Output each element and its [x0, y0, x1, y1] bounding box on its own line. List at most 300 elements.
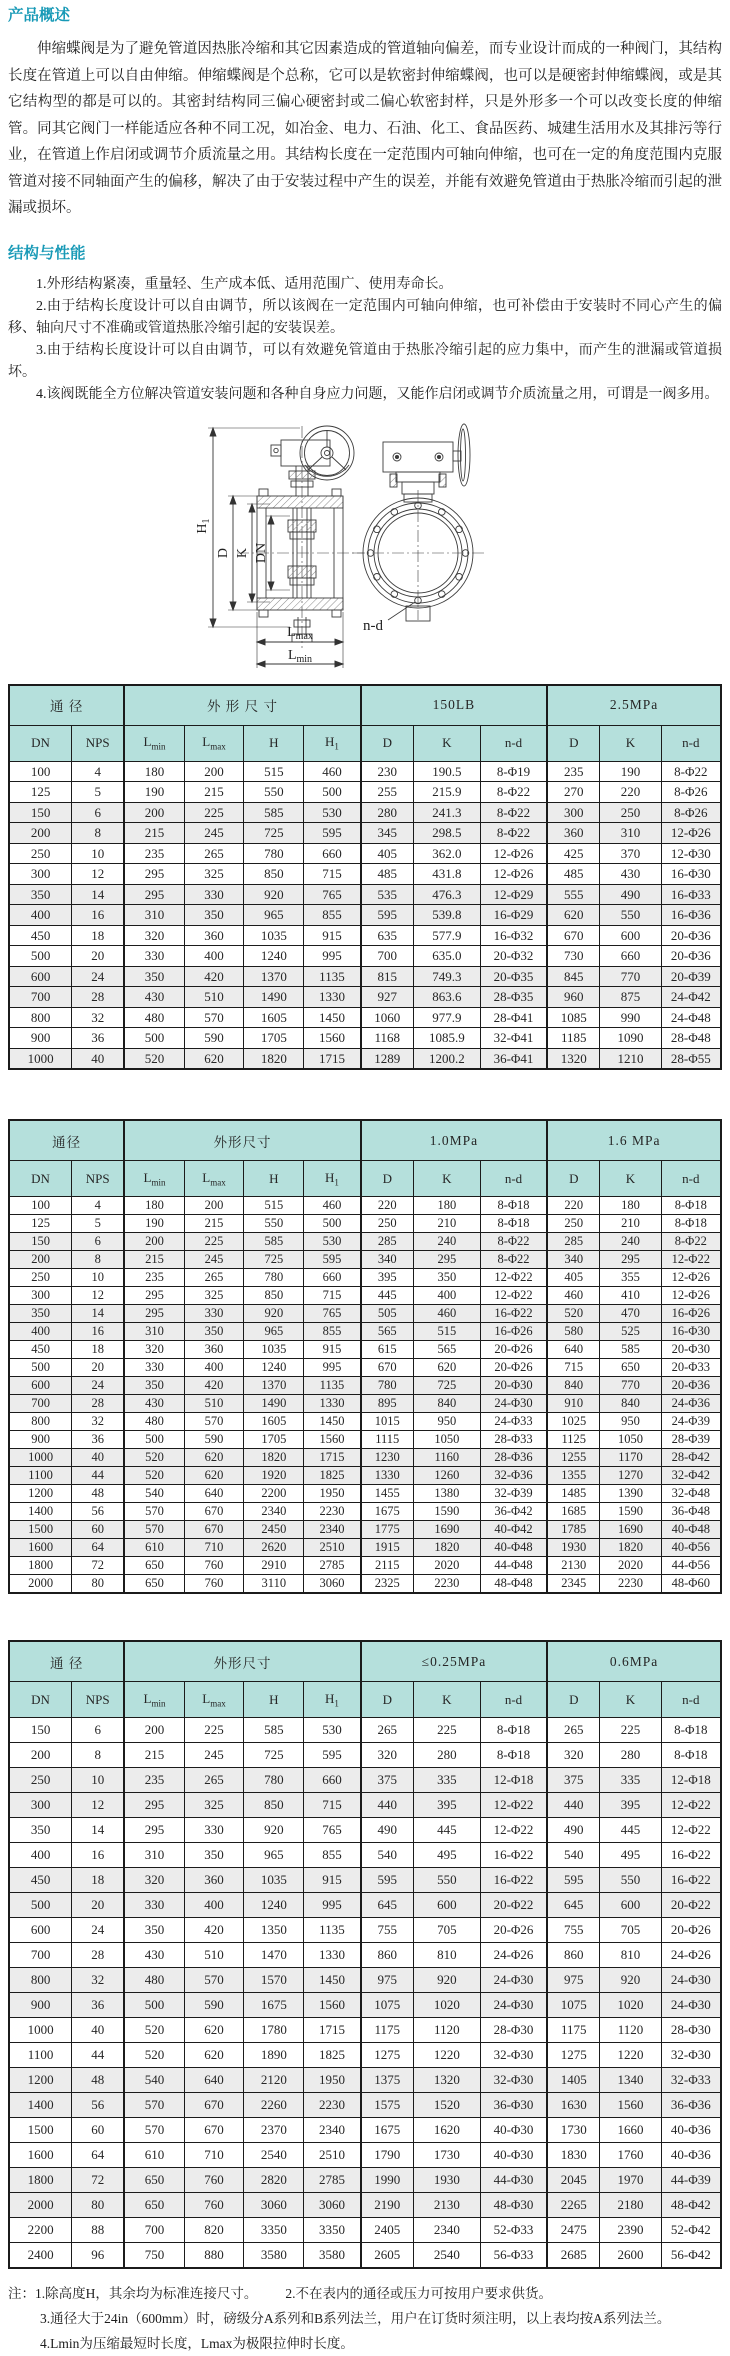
- table-cell: 1000: [9, 2018, 72, 2043]
- table-cell: 1115: [361, 1431, 414, 1449]
- table-cell: 24-Φ30: [661, 1993, 721, 2018]
- table-row: [9, 2168, 721, 2193]
- table-cell: 1289: [361, 1048, 414, 1069]
- table-cell: 24-Φ42: [661, 987, 721, 1008]
- table-cell: 450: [9, 1868, 72, 1893]
- table-cell: 400: [184, 1893, 244, 1918]
- table-cell: 410: [600, 1287, 661, 1305]
- table-cell: 24-Φ30: [480, 1968, 547, 1993]
- table-cell: 40-Φ36: [661, 2143, 721, 2168]
- table-cell: 840: [413, 1395, 480, 1413]
- column-header: $L_{max}$: [184, 725, 244, 761]
- table-cell: 1490: [244, 1395, 304, 1413]
- table-cell: 1675: [361, 1503, 414, 1521]
- front-view: [352, 424, 484, 621]
- table-cell: 515: [413, 1323, 480, 1341]
- column-header: K: [600, 1682, 661, 1718]
- table-cell: 190: [124, 1215, 184, 1233]
- table-cell: 20-Φ26: [480, 1341, 547, 1359]
- table-cell: 1950: [304, 2068, 361, 2093]
- table-row: [9, 1503, 721, 1521]
- table-cell: 350: [124, 1918, 184, 1943]
- table-cell: 320: [124, 925, 184, 946]
- table-cell: 20: [72, 1359, 125, 1377]
- table-cell: 8-Φ18: [661, 1197, 721, 1215]
- table-cell: 20-Φ30: [480, 1377, 547, 1395]
- table-cell: 610: [124, 1539, 184, 1557]
- table-cell: 8-Φ19: [480, 761, 547, 782]
- table-cell: 1990: [361, 2168, 414, 2193]
- table-cell: 800: [9, 1413, 72, 1431]
- table-cell: 8: [72, 1251, 125, 1269]
- table-cell: 500: [9, 1359, 72, 1377]
- table-cell: 540: [361, 1843, 414, 1868]
- table-cell: 520: [124, 2043, 184, 2068]
- table-cell: 850: [244, 1793, 304, 1818]
- table-cell: 1135: [304, 1377, 361, 1395]
- table-row: [9, 1197, 721, 1215]
- table-cell: 540: [547, 1843, 600, 1868]
- table-cell: 1590: [413, 1503, 480, 1521]
- table-row: [9, 1341, 721, 1359]
- table-cell: 241.3: [413, 802, 480, 823]
- table-row: [9, 1793, 721, 1818]
- table-cell: 36: [72, 1028, 125, 1049]
- table-cell: 1320: [547, 1048, 600, 1069]
- overview-paragraph: 伸缩蝶阀是为了避免管道因热胀冷缩和其它因素造成的管道轴向偏差，而专业设计而成的一种阀门，其结构长度在管道上可以自由伸缩。伸缩蝶阀是个总称，它可以是软密封伸缩蝶阀，也可以是硬密封伸缩蝶阀，或是其它结构型的都是可以的。其密封结构同三偏心硬密封或二偏心软密封样，只是外形多一个可以改变长度的伸缩管。同其它阀门一样能适应各种不同工况，如冶金、电力、石油、化工、食品医药、城建生活用水及其排污等行业，在管道上作启闭或调节介质流量之用。其结构长度在一定范围内可轴向伸缩，也可在一定的角度范围内克服管道对接不同轴面产生的偏移，解决了由于安装过程中产生的误差，并能有效避免管道由于热胀冷缩而引起的泄漏或损坏。: [8, 41, 722, 216]
- table-cell: 1085: [547, 1007, 600, 1028]
- table-cell: 645: [361, 1893, 414, 1918]
- column-header: $H_1$: [304, 1682, 361, 1718]
- table-cell: 595: [304, 1251, 361, 1269]
- table-cell: 1775: [361, 1521, 414, 1539]
- table-cell: 500: [9, 1893, 72, 1918]
- table-row: [9, 2068, 721, 2093]
- column-header: n-d: [480, 1161, 547, 1197]
- table-cell: 395: [413, 1793, 480, 1818]
- table-cell: 40: [72, 2018, 125, 2043]
- table-cell: 1570: [244, 1968, 304, 1993]
- table-cell: 285: [547, 1233, 600, 1251]
- table-cell: 36-Φ42: [480, 1503, 547, 1521]
- table-cell: 1560: [304, 1431, 361, 1449]
- table-cell: 24-Φ26: [480, 1943, 547, 1968]
- column-header: NPS: [72, 1682, 125, 1718]
- table-cell: 895: [361, 1395, 414, 1413]
- table-cell: 850: [244, 864, 304, 885]
- table-cell: 3110: [244, 1575, 304, 1594]
- table-cell: 1820: [244, 1048, 304, 1069]
- table-cell: 56-Φ42: [661, 2243, 721, 2269]
- table-cell: 530: [304, 1233, 361, 1251]
- table-cell: 515: [244, 1197, 304, 1215]
- table-cell: 350: [9, 1818, 72, 1843]
- table-cell: 550: [600, 905, 661, 926]
- table-cell: 24-Φ33: [480, 1413, 547, 1431]
- table-cell: 48-Φ48: [480, 1575, 547, 1594]
- table-row: [9, 782, 721, 803]
- table-cell: 2340: [244, 1503, 304, 1521]
- table-cell: 2540: [244, 2143, 304, 2168]
- table-cell: 180: [600, 1197, 661, 1215]
- table-cell: 2340: [413, 2218, 480, 2243]
- table-cell: 800: [9, 1968, 72, 1993]
- table-cell: 12-Φ22: [661, 1793, 721, 1818]
- column-header: H: [244, 1161, 304, 1197]
- table-cell: 56: [72, 1503, 125, 1521]
- table-cell: 12: [72, 1793, 125, 1818]
- table-cell: 72: [72, 1557, 125, 1575]
- table-cell: 300: [9, 864, 72, 885]
- table-cell: 1270: [600, 1467, 661, 1485]
- table-cell: 12-Φ22: [480, 1269, 547, 1287]
- column-header: K: [600, 725, 661, 761]
- table-cell: 590: [184, 1431, 244, 1449]
- table-cell: 1920: [244, 1467, 304, 1485]
- table-cell: 670: [547, 925, 600, 946]
- table-cell: 1575: [361, 2093, 414, 2118]
- table-cell: 615: [361, 1341, 414, 1359]
- table-cell: 570: [124, 1521, 184, 1539]
- feature-item: 2.由于结构长度设计可以自由调节，所以该阀在一定范围内可轴向伸缩，也可补偿由于安装时不同心产生的偏移、轴向尺寸不准确或管道热胀冷缩引起的安装误差。: [8, 298, 722, 336]
- table-cell: 2510: [304, 2143, 361, 2168]
- table-cell: 1600: [9, 1539, 72, 1557]
- table-cell: 725: [413, 1377, 480, 1395]
- table-cell: 64: [72, 2143, 125, 2168]
- table-cell: 460: [304, 761, 361, 782]
- table-cell: 460: [547, 1287, 600, 1305]
- table-row: [9, 1449, 721, 1467]
- table-cell: 480: [124, 1968, 184, 1993]
- table-cell: 1060: [361, 1007, 414, 1028]
- table-cell: 500: [304, 1215, 361, 1233]
- table-cell: 920: [244, 1305, 304, 1323]
- table-cell: 2785: [304, 1557, 361, 1575]
- table-cell: 3350: [244, 2218, 304, 2243]
- column-group-header: 1.6 MPa: [547, 1120, 721, 1161]
- table-cell: 20-Φ26: [480, 1359, 547, 1377]
- table-cell: 2405: [361, 2218, 414, 2243]
- table-cell: 855: [304, 905, 361, 926]
- table-cell: 520: [124, 1449, 184, 1467]
- table-cell: 1380: [413, 1485, 480, 1503]
- table-cell: 32: [72, 1968, 125, 1993]
- table-cell: 12-Φ29: [480, 884, 547, 905]
- table-cell: 977.9: [413, 1007, 480, 1028]
- table-cell: 1200.2: [413, 1048, 480, 1069]
- table-cell: 24: [72, 1918, 125, 1943]
- column-group-header: 通径: [9, 1120, 124, 1161]
- table-cell: 2020: [413, 1557, 480, 1575]
- table-cell: 36-Φ48: [661, 1503, 721, 1521]
- note-item: 3.通径大于24in（600mm）时，磅级分A系列和B系列法兰，用户在订货时须注明，以上表均按A系列法兰。: [40, 2311, 671, 2326]
- column-header: K: [600, 1161, 661, 1197]
- table-cell: 1450: [304, 1007, 361, 1028]
- dimensions-table-150lb-2.5mpa: [8, 684, 722, 1071]
- table-cell: 430: [600, 864, 661, 885]
- table-cell: 8-Φ22: [480, 823, 547, 844]
- table-cell: 430: [124, 1395, 184, 1413]
- table-cell: 280: [600, 1743, 661, 1768]
- table-cell: 298.5: [413, 823, 480, 844]
- table-cell: 345: [361, 823, 414, 844]
- table-row: [9, 987, 721, 1008]
- table-cell: 2230: [413, 1575, 480, 1594]
- table-cell: 8-Φ22: [480, 782, 547, 803]
- table-cell: 650: [124, 2168, 184, 2193]
- table-cell: 40-Φ30: [480, 2118, 547, 2143]
- table-cell: 2540: [413, 2243, 480, 2269]
- table-cell: 400: [9, 905, 72, 926]
- table-cell: 749.3: [413, 966, 480, 987]
- table-cell: 285: [361, 1233, 414, 1251]
- table-cell: 240: [413, 1233, 480, 1251]
- table-row: [9, 1843, 721, 1868]
- table-cell: 525: [600, 1323, 661, 1341]
- table-row: [9, 1993, 721, 2018]
- note-line: [8, 2331, 722, 2356]
- table-row: [9, 802, 721, 823]
- table-cell: 400: [184, 1359, 244, 1377]
- table-row: [9, 1521, 721, 1539]
- table-cell: 20-Φ26: [661, 1918, 721, 1943]
- table-cell: 330: [124, 1893, 184, 1918]
- table-cell: 28-Φ48: [661, 1028, 721, 1049]
- table-cell: 520: [124, 1467, 184, 1485]
- column-group-header: 通 径: [9, 1641, 124, 1682]
- table-row: [9, 1323, 721, 1341]
- table-row: [9, 884, 721, 905]
- table-cell: 335: [413, 1768, 480, 1793]
- table-cell: 1675: [244, 1993, 304, 2018]
- column-header: DN: [9, 1161, 72, 1197]
- table-cell: 715: [304, 1287, 361, 1305]
- table-cell: 755: [547, 1918, 600, 1943]
- table-cell: 350: [184, 905, 244, 926]
- table-cell: 355: [600, 1269, 661, 1287]
- table-cell: 375: [361, 1768, 414, 1793]
- table-cell: 125: [9, 782, 72, 803]
- table-cell: 500: [124, 1431, 184, 1449]
- table-cell: 16-Φ26: [661, 1305, 721, 1323]
- table-cell: 295: [413, 1251, 480, 1269]
- table-cell: 265: [184, 1768, 244, 1793]
- valve-technical-drawing: [8, 420, 722, 682]
- table-cell: 1590: [600, 1503, 661, 1521]
- table-cell: 28: [72, 1395, 125, 1413]
- table-cell: 350: [124, 1377, 184, 1395]
- table-cell: 1560: [304, 1993, 361, 2018]
- table-cell: 440: [361, 1793, 414, 1818]
- table-cell: 265: [361, 1718, 414, 1743]
- table-row: [9, 2118, 721, 2143]
- table-cell: 28-Φ36: [480, 1449, 547, 1467]
- table-cell: 295: [124, 1818, 184, 1843]
- table-row: [9, 823, 721, 844]
- table-cell: 1685: [547, 1503, 600, 1521]
- column-header: D: [547, 1161, 600, 1197]
- table-cell: 1605: [244, 1007, 304, 1028]
- table-cell: 480: [124, 1413, 184, 1431]
- table-cell: 250: [547, 1215, 600, 1233]
- table-cell: 12-Φ26: [661, 823, 721, 844]
- table-cell: 425: [547, 843, 600, 864]
- table-cell: 550: [244, 1215, 304, 1233]
- table-cell: 235: [124, 1768, 184, 1793]
- table-cell: 500: [124, 1028, 184, 1049]
- table-cell: 100: [9, 1197, 72, 1215]
- table-cell: 780: [361, 1377, 414, 1395]
- column-header: $L_{min}$: [124, 1682, 184, 1718]
- table-cell: 577.9: [413, 925, 480, 946]
- notes: [8, 2281, 722, 2356]
- table-cell: 725: [244, 1743, 304, 1768]
- table-cell: 470: [600, 1305, 661, 1323]
- table-cell: 3060: [304, 1575, 361, 1594]
- column-group-header: 通 径: [9, 685, 124, 726]
- table-cell: 16-Φ26: [480, 1323, 547, 1341]
- table-cell: 610: [124, 2143, 184, 2168]
- table-cell: 670: [184, 1521, 244, 1539]
- table-cell: 56: [72, 2093, 125, 2118]
- table-cell: 875: [600, 987, 661, 1008]
- table-row: [9, 1233, 721, 1251]
- table-cell: 920: [244, 884, 304, 905]
- table-cell: 660: [304, 843, 361, 864]
- feature-item: 4.该阀既能全方位解决管道安装问题和各种自身应力问题，又能作启闭或调节介质流量之用，可谓是一阀多用。: [36, 386, 719, 402]
- table-cell: 1620: [413, 2118, 480, 2143]
- table-cell: 1675: [361, 2118, 414, 2143]
- table-cell: 800: [9, 1007, 72, 1028]
- table-cell: 250: [600, 802, 661, 823]
- table-cell: 2600: [600, 2243, 661, 2269]
- table-cell: 1820: [244, 1449, 304, 1467]
- table-cell: 920: [413, 1968, 480, 1993]
- table-cell: 1660: [600, 2118, 661, 2143]
- table-cell: 765: [304, 1818, 361, 1843]
- table-cell: 265: [184, 1269, 244, 1287]
- table-cell: 295: [600, 1251, 661, 1269]
- table-cell: 595: [361, 905, 414, 926]
- table-cell: 725: [244, 823, 304, 844]
- table-cell: 400: [9, 1843, 72, 1868]
- table-cell: 1630: [547, 2093, 600, 2118]
- table-cell: 710: [184, 2143, 244, 2168]
- table-cell: 460: [304, 1197, 361, 1215]
- table-cell: 2340: [304, 1521, 361, 1539]
- table-cell: 2510: [304, 1539, 361, 1557]
- table-cell: 670: [361, 1359, 414, 1377]
- table-cell: 24-Φ30: [480, 1993, 547, 2018]
- table-cell: 515: [244, 761, 304, 782]
- table-cell: 16-Φ22: [480, 1868, 547, 1893]
- table-cell: 780: [244, 843, 304, 864]
- table-cell: 330: [184, 1305, 244, 1323]
- table-cell: 420: [184, 966, 244, 987]
- table-cell: 2260: [244, 2093, 304, 2118]
- valve-drawing-svg: [8, 420, 722, 682]
- table-cell: 8-Φ22: [661, 1233, 721, 1251]
- table-cell: 96: [72, 2243, 125, 2269]
- table-cell: 485: [361, 864, 414, 885]
- table-cell: 225: [600, 1718, 661, 1743]
- table-cell: 650: [124, 2193, 184, 2218]
- table-row: [9, 843, 721, 864]
- table-cell: 230: [361, 761, 414, 782]
- table-cell: 40-Φ42: [480, 1521, 547, 1539]
- table-cell: 32-Φ48: [661, 1485, 721, 1503]
- table-cell: 700: [9, 1395, 72, 1413]
- table-row: [9, 1305, 721, 1323]
- table-cell: 430: [124, 1943, 184, 1968]
- table-cell: 48: [72, 2068, 125, 2093]
- table-cell: 32-Φ30: [480, 2043, 547, 2068]
- table-cell: 360: [184, 1341, 244, 1359]
- table-cell: 215: [124, 1743, 184, 1768]
- table-cell: 570: [124, 2118, 184, 2143]
- table-cell: 570: [184, 1007, 244, 1028]
- table-cell: 220: [547, 1197, 600, 1215]
- table-cell: 200: [9, 1743, 72, 1768]
- table-cell: 1915: [361, 1539, 414, 1557]
- table-cell: 595: [304, 823, 361, 844]
- table-cell: 1715: [304, 2018, 361, 2043]
- table-cell: 48-Φ60: [661, 1575, 721, 1594]
- table-cell: 28: [72, 1943, 125, 1968]
- table-cell: 1100: [9, 1467, 72, 1485]
- table-cell: 1020: [600, 1993, 661, 2018]
- table-cell: 640: [184, 2068, 244, 2093]
- table-cell: 350: [184, 1843, 244, 1868]
- table-cell: 1370: [244, 966, 304, 987]
- table-row: [9, 905, 721, 926]
- table-cell: 1730: [413, 2143, 480, 2168]
- table-cell: 270: [547, 782, 600, 803]
- table-cell: 2345: [547, 1575, 600, 1594]
- table-cell: 815: [361, 966, 414, 987]
- table-cell: 1050: [600, 1431, 661, 1449]
- table-cell: 1135: [304, 1918, 361, 1943]
- table-cell: 28-Φ33: [480, 1431, 547, 1449]
- table-cell: 215: [184, 782, 244, 803]
- table-cell: 405: [547, 1269, 600, 1287]
- table-row: [9, 1539, 721, 1557]
- column-header: n-d: [480, 725, 547, 761]
- table-cell: 40-Φ48: [480, 1539, 547, 1557]
- table-cell: 150: [9, 1718, 72, 1743]
- table-row: [9, 946, 721, 967]
- table-cell: 595: [304, 1743, 361, 1768]
- table-row: [9, 1893, 721, 1918]
- table-cell: 863.6: [413, 987, 480, 1008]
- table-cell: 335: [600, 1768, 661, 1793]
- table-cell: 660: [304, 1768, 361, 1793]
- table-cell: 520: [547, 1305, 600, 1323]
- table-cell: 540: [124, 1485, 184, 1503]
- table-cell: 6: [72, 802, 125, 823]
- table-cell: 4: [72, 1197, 125, 1215]
- table-cell: 24-Φ26: [661, 1943, 721, 1968]
- table-cell: 495: [600, 1843, 661, 1868]
- table-cell: 28-Φ39: [661, 1431, 721, 1449]
- section-title-features: 结构与性能: [8, 244, 86, 262]
- table-cell: 210: [413, 1215, 480, 1233]
- table-cell: 16-Φ22: [661, 1843, 721, 1868]
- table-cell: 36: [72, 1431, 125, 1449]
- table-row: [9, 1743, 721, 1768]
- column-header: n-d: [661, 1161, 721, 1197]
- table-cell: 295: [124, 884, 184, 905]
